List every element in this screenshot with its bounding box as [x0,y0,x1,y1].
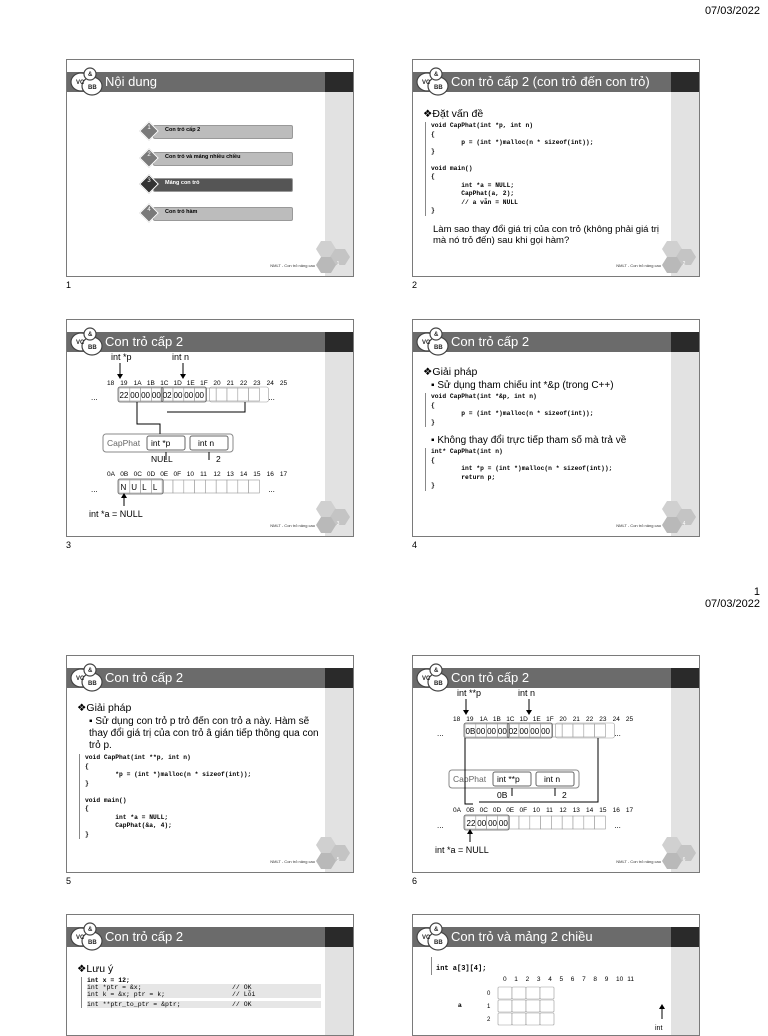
slide-heading: ❖Đặt vấn đề [423,108,484,120]
address-label: 0A [107,471,115,478]
address-label: 0E [506,807,515,814]
arrow-head [117,374,123,379]
slide-heading: ❖Giải pháp [423,366,478,378]
slide-8 [412,914,700,1036]
bullet-1: ▪ Sử dụng con trỏ p trỏ đến con trỏ a này. Hàm sẽ thay đổi giá trị của con trỏ â gián tiếp thông qua con trỏ p. [89,716,319,751]
slide-number: 5 [336,857,340,863]
memory-cell [508,816,519,829]
memory-value: 00 [530,727,540,736]
vcbb-logo-icon [70,921,104,951]
slide-2 [412,59,700,277]
address-label: 14 [240,471,248,478]
memory-value: 00 [184,391,194,400]
memory-cell [227,480,238,493]
param-label-1: int *p [151,438,171,448]
label-n: int n [518,688,536,698]
memory-cell [216,388,227,401]
param-value-1: NULL [151,454,173,464]
column-index: 1 [514,976,518,983]
slide-title: Con trỏ cấp 2 [105,929,184,944]
address-label: 23 [599,716,607,723]
vcbb-logo-icon [416,921,450,951]
slide-footer: NMLT - Con trỏ nâng cao [616,523,661,528]
memory-cell [162,480,173,493]
label-n: int n [172,352,190,362]
array-cell [498,987,512,999]
slide-title: Con trỏ và mảng 2 chiều [451,929,593,944]
memory-value: L [152,483,158,492]
address-label: 19 [120,380,128,387]
row-index: 1 [487,1004,491,1010]
memory-value: 00 [477,819,487,828]
address-label: 12 [213,471,221,478]
address-label: 18 [453,716,461,723]
array-grid [413,973,671,1035]
memory-value: N [120,483,127,492]
address-label: 12 [559,807,567,814]
array-cell [526,1000,540,1012]
ellipsis: ... [437,729,444,738]
slide-label-6: 6 [412,876,418,886]
address-label: 21 [572,716,580,723]
memory-cell [584,724,595,737]
column-index: 2 [525,976,530,983]
param-value-1: 0B [497,790,508,800]
code-line: int *ptr = &x; // OK [87,984,321,991]
memory-cell [562,816,573,829]
address-label: 13 [226,471,234,478]
address-label: 17 [279,471,288,478]
arrow-head [463,710,469,715]
address-label: 1A [479,716,488,723]
connector [137,402,160,434]
memory-value: 02 [162,391,172,400]
address-label: 1A [133,380,142,387]
address-label: 10 [532,807,541,814]
label-p: int *p [111,352,132,362]
memory-cell [227,388,238,401]
address-label: 13 [572,807,580,814]
slide-label-4: 4 [412,540,418,550]
column-index: 7 [582,976,586,983]
agenda-item-1: Con trỏ cấp 2 1 [145,125,285,137]
memory-diagram [413,686,671,872]
address-label: 1E [532,716,541,723]
code-line: int x = 12; [87,977,130,984]
memory-value: 00 [173,391,183,400]
column-index: 11 [627,976,635,983]
memory-cell [205,388,216,401]
address-label: 1D [519,716,528,723]
address-label: 0D [492,807,502,814]
memory-value: 0B [465,727,476,736]
arrow-head [526,710,532,715]
memory-cell [249,480,260,493]
address-label: 21 [226,380,234,387]
date-top: 07/03/2022 [704,5,760,17]
label-a: int *a = NULL [89,509,143,519]
date-mid: 07/03/2022 [704,598,760,610]
memory-value: 22 [119,391,129,400]
address-label: 0F [519,807,528,814]
address-label: 15 [599,807,607,814]
address-label: 0E [160,471,169,478]
memory-value: 00 [195,391,205,400]
page-number: 1 [753,586,760,598]
param-value-2: 2 [562,790,567,800]
memory-cell [595,724,606,737]
memory-value: 22 [466,819,476,828]
memory-cell [184,480,195,493]
memory-value: 02 [508,727,518,736]
array-cell [540,1013,554,1025]
code-block-1: void CapPhat(int *&p, int n) { p = (int *)malloc(n * sizeof(int)); } [425,393,667,427]
address-label: 24 [266,380,274,387]
array-cell [498,1000,512,1012]
slide-3 [66,319,354,537]
code-block-2: int* CapPhat(int n) { int *p = (int *)malloc(n * sizeof(int)); return p; } [425,448,667,491]
param-value-2: 2 [216,454,221,464]
memory-value: 00 [497,727,507,736]
ellipsis: ... [614,729,621,738]
address-label: 14 [586,807,594,814]
column-index: 3 [536,976,541,983]
memory-cell [541,816,552,829]
connector [167,402,245,412]
address-label: 1C [506,716,515,723]
slide-heading: ❖Lưu ý [77,963,114,975]
ellipsis: ... [268,393,275,402]
slide-label-3: 3 [66,540,72,550]
memory-value: 00 [130,391,140,400]
memory-cell [530,816,541,829]
address-label: 0B [120,471,129,478]
slide-footer: NMLT - Con trỏ nâng cao [270,263,315,268]
arrow-head [659,1004,665,1009]
address-label: 1C [160,380,169,387]
slide-number: 3 [336,521,340,527]
array-cell [498,1013,512,1025]
address-label: 1E [186,380,195,387]
address-label: 23 [253,380,261,387]
agenda-item-4: Con trỏ hàm 4 [145,207,285,219]
label-a: int *a = NULL [435,845,489,855]
memory-value: 00 [487,727,497,736]
memory-value: 00 [151,391,161,400]
memory-cell [573,724,584,737]
slide-1 [66,59,354,277]
param-label-2: int n [544,774,561,784]
array-cell [540,987,554,999]
address-label: 1F [200,380,208,387]
slide-heading: ❖Giải pháp [77,702,132,714]
address-label: 1F [546,716,554,723]
address-label: 0B [466,807,475,814]
address-label: 25 [279,380,288,387]
slide-footer: NMLT - Con trỏ nâng cao [270,523,315,528]
memory-cell [238,480,249,493]
label-p: int **p [457,688,482,698]
array-declaration: int a[3][4]; [431,957,486,975]
address-label: 0C [479,807,488,814]
memory-value: 00 [488,819,498,828]
memory-cell [551,816,562,829]
address-label: 25 [625,716,634,723]
vcbb-logo-icon [416,66,450,96]
code-line: int **ptr_to_ptr = &ptr; // OK [87,1001,321,1008]
memory-cell [173,480,184,493]
vcbb-logo-icon [70,66,104,96]
slide-number: 2 [682,261,686,267]
slide-footer: NMLT - Con trỏ nâng cao [270,859,315,864]
slide-title: Con trỏ cấp 2 (con trỏ đến con trỏ) [451,74,650,89]
slide-title: Con trỏ cấp 2 [105,334,184,349]
memory-value: L [142,483,147,492]
address-label: 0A [453,807,461,814]
slide-number: 4 [682,521,686,527]
code-line: int k = &x; ptr = k; // Lỗi [87,991,321,998]
column-index: 4 [548,976,552,983]
row-index: 0 [487,991,491,997]
param-label-1: int **p [497,774,520,784]
memory-cell [216,480,227,493]
slide-footer: NMLT - Con trỏ nâng cao [616,263,661,268]
slide-question: Làm sao thay đổi giá trị của con trỏ (không phải giá trị mà nó trỏ đến) sau khi gọi hàm? [433,223,660,247]
address-label: 11 [546,807,553,814]
agenda-item-2: Con trỏ và mảng nhiều chiều 2 [145,152,285,164]
column-index: 10 [616,976,624,983]
arrow-head [180,374,186,379]
code-block: void CapPhat(int **p, int n) { *p = (int *)malloc(n * sizeof(int)); } void main() { int *a = NULL; CapPhat(&a, 4); } [79,754,321,839]
ellipsis: ... [437,821,444,830]
address-label: 1D [173,380,182,387]
vcbb-logo-icon [70,662,104,692]
array-cell [512,1000,526,1012]
slide-4 [412,319,700,537]
array-cell [526,987,540,999]
column-index: 0 [503,976,507,983]
memory-value: 00 [541,727,551,736]
ellipsis: ... [91,393,98,402]
array-cell [512,1013,526,1025]
memory-cell [238,388,249,401]
address-label: 0F [173,471,182,478]
code-block: void CapPhat(int *p, int n) { p = (int *)malloc(n * sizeof(int)); } void main() { int *a = NULL; CapPhat(a, 2); // a vẫn = NULL } [425,122,667,216]
slide-7 [66,914,354,1036]
bullet-1: ▪ Sử dụng tham chiếu int *&p (trong C++) [431,380,614,391]
column-index: 8 [593,976,598,983]
row-index: 2 [487,1017,491,1023]
slide-title: Nội dung [105,74,158,89]
function-name: CapPhat [107,438,141,448]
address-label: 16 [266,471,274,478]
slide-label-5: 5 [66,876,72,886]
address-label: 20 [213,380,221,387]
agenda-item-3: Mảng con trỏ 3 [145,178,285,190]
column-index: 6 [570,976,575,983]
slide-title: Con trỏ cấp 2 [451,334,530,349]
memory-cell [519,816,530,829]
memory-cell [205,480,216,493]
function-name: CapPhat [453,774,487,784]
slide-title: Con trỏ cấp 2 [451,670,530,685]
address-label: 20 [559,716,567,723]
memory-diagram [67,350,325,536]
slide-number: 1 [336,261,340,267]
address-label: 16 [612,807,620,814]
ellipsis: ... [268,485,275,494]
address-label: 15 [253,471,261,478]
bullet-2: ▪ Không thay đổi trực tiếp tham số mà trả về [431,435,627,446]
array-cell [526,1013,540,1025]
address-label: 24 [612,716,620,723]
memory-value: 00 [141,391,151,400]
memory-cell [551,724,562,737]
ellipsis: ... [91,485,98,494]
column-index: 5 [559,976,564,983]
param-label-2: int n [198,438,215,448]
slide-title: Con trỏ cấp 2 [105,670,184,685]
memory-value: 00 [476,727,486,736]
address-label: 18 [107,380,115,387]
slide-6 [412,655,700,873]
array-name: a [458,1002,462,1009]
memory-cell [249,388,260,401]
address-label: 0D [146,471,156,478]
array-cell [540,1000,554,1012]
ellipsis: ... [614,821,621,830]
slide-label-1: 1 [66,280,72,290]
address-label: 17 [625,807,634,814]
slide-footer: NMLT - Con trỏ nâng cao [616,859,661,864]
array-cell [512,987,526,999]
memory-value: U [131,483,138,492]
memory-cell [584,816,595,829]
memory-value: 00 [498,819,508,828]
memory-cell [595,816,606,829]
address-label: 1B [146,380,155,387]
address-label: 10 [186,471,195,478]
slide-label-2: 2 [412,280,418,290]
address-label: 0C [133,471,142,478]
slide-number: 6 [682,857,686,863]
address-label: 11 [200,471,207,478]
address-label: 22 [240,380,248,387]
code-block [81,977,321,1008]
vcbb-logo-icon [416,326,450,356]
int-label: int [655,1025,663,1032]
memory-cell [195,480,206,493]
memory-cell [573,816,584,829]
column-index: 9 [604,976,609,983]
address-label: 19 [466,716,474,723]
slide-5 [66,655,354,873]
address-label: 22 [586,716,594,723]
address-label: 1B [492,716,501,723]
memory-cell [562,724,573,737]
memory-value: 00 [519,727,529,736]
